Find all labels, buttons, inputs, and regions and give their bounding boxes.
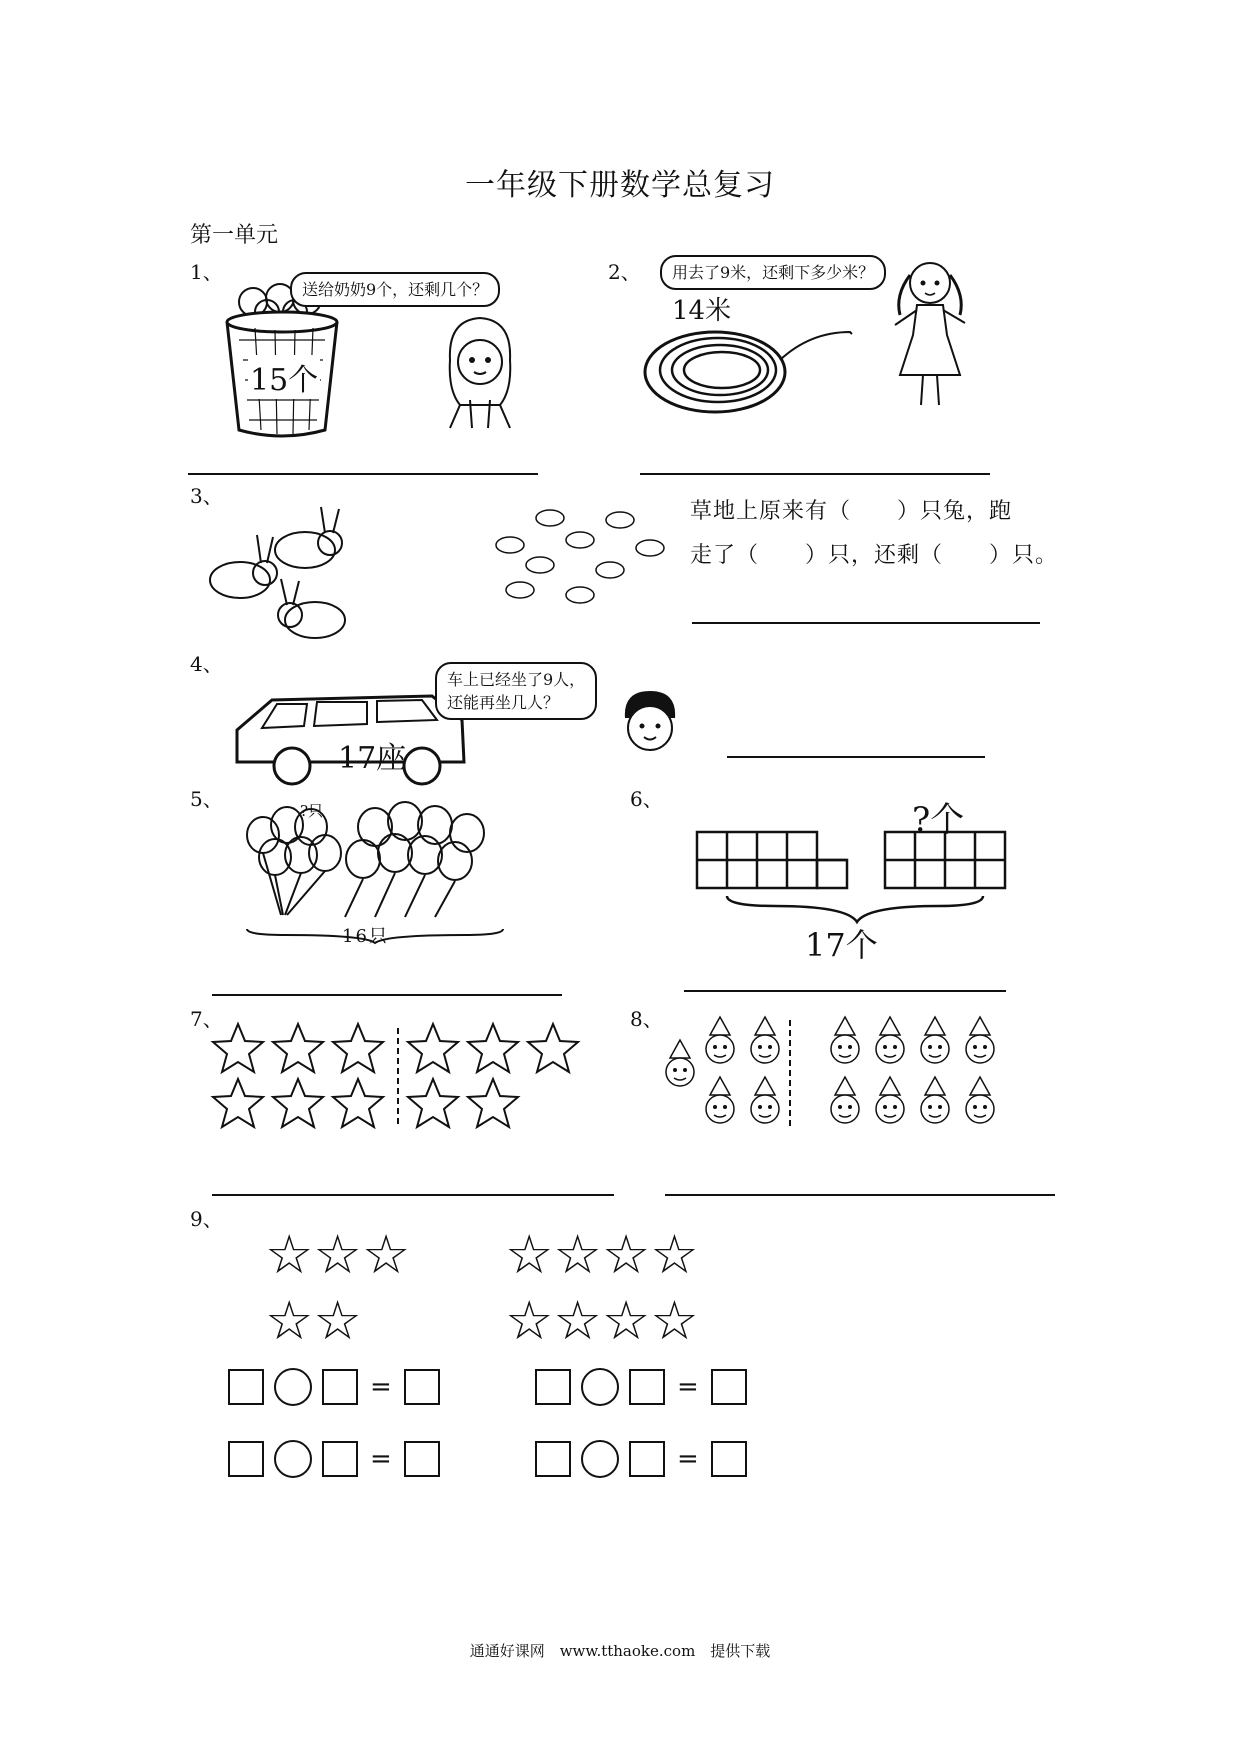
answer-box[interactable] [404,1369,440,1405]
page-title: 一年级下册数学总复习 [465,168,775,203]
operator-circle[interactable] [581,1368,619,1406]
girl-face-illustration [620,690,680,760]
question-3-text-line1: 草地上原来有（ ）只兔，跑 [690,499,1013,524]
question-5-number: 5、 [190,787,223,811]
question-1-number: 1、 [190,260,223,284]
balloons-illustration [245,805,525,935]
equals-sign: = [677,1444,699,1474]
question-5-answer-line [212,994,562,996]
question-7-answer-line [212,1194,614,1196]
equals-sign: = [677,1372,699,1402]
question-9-number: 9、 [190,1207,223,1231]
answer-box[interactable] [629,1441,665,1477]
question-6-total-label: 17个 [805,926,878,964]
question-2-speech-bubble: 用去了9米，还剩下多少米？ [660,255,886,290]
question-2-answer-line [640,473,990,475]
equals-sign: = [370,1372,392,1402]
question-3-text [690,490,1060,578]
question-4-seats-label: 17座 [338,741,407,776]
question-9-left-stars-row1: ☆☆☆ [265,1223,411,1286]
answer-box[interactable] [535,1441,571,1477]
answer-box[interactable] [711,1369,747,1405]
answer-box[interactable] [322,1441,358,1477]
group-of-rabbits-illustration [490,500,670,610]
answer-box[interactable] [535,1369,571,1405]
answer-box[interactable] [228,1369,264,1405]
girl-figure-illustration [430,310,530,430]
star-faces-illustration [208,1020,578,1135]
section-heading: 第一单元 [190,223,279,248]
question-2-length-label: 14米 [672,296,732,326]
answer-box[interactable] [711,1441,747,1477]
question-5-total-label: 16只 [342,926,389,947]
question-9-left-stars [265,1223,411,1352]
question-4-speech-bubble [435,662,597,720]
answer-box[interactable] [322,1369,358,1405]
answer-box[interactable] [404,1441,440,1477]
question-4-answer-line [727,756,985,758]
question-8-number: 8、 [630,1007,663,1031]
operator-circle[interactable] [274,1440,312,1478]
question-9-right-stars-row1: ☆☆☆☆ [505,1223,699,1286]
operator-circle[interactable] [581,1440,619,1478]
question-4-bubble-line1: 车上已经坐了9人， [447,670,586,689]
equation-row-2-left [228,1440,440,1478]
question-6-unknown-label: ?个 [912,800,965,840]
footer-credit: 通通好课网 www.tthaoke.com 提供下载 [469,1642,771,1660]
question-6-answer-line [684,990,1006,992]
equation-row-1-right [535,1368,747,1406]
question-1-speech-bubble: 送给奶奶9个，还剩几个？ [290,272,500,307]
question-5-unknown-label: ?只 [300,802,324,820]
question-2-number: 2、 [608,260,641,284]
equals-sign: = [370,1444,392,1474]
question-6-number: 6、 [630,787,663,811]
question-1-answer-line [188,473,538,475]
question-1-quantity-label: 15个 [248,355,320,399]
question-9-right-stars-row2: ☆☆☆☆ [505,1289,699,1352]
equation-row-2-right [535,1440,747,1478]
question-9-right-stars [505,1223,699,1352]
coiled-rope-illustration [640,320,870,430]
question-9-left-stars-row2: ☆☆ [265,1289,362,1352]
answer-box[interactable] [629,1369,665,1405]
answer-box[interactable] [228,1441,264,1477]
operator-circle[interactable] [274,1368,312,1406]
question-3-answer-line [692,622,1040,624]
question-8-answer-line [665,1194,1055,1196]
three-rabbits-illustration [195,505,370,645]
clown-faces-illustration [660,1012,1020,1137]
question-4-number: 4、 [190,652,223,676]
girl-with-pigtails-illustration [885,255,975,415]
equation-row-1-left [228,1368,440,1406]
question-3-number: 3、 [190,484,223,508]
question-7-number: 7、 [190,1007,223,1031]
question-4-bubble-line2: 还能再坐几人？ [447,693,560,713]
question-3-text-line2: 走了（ ）只，还剩（ ）只。 [690,543,1059,568]
